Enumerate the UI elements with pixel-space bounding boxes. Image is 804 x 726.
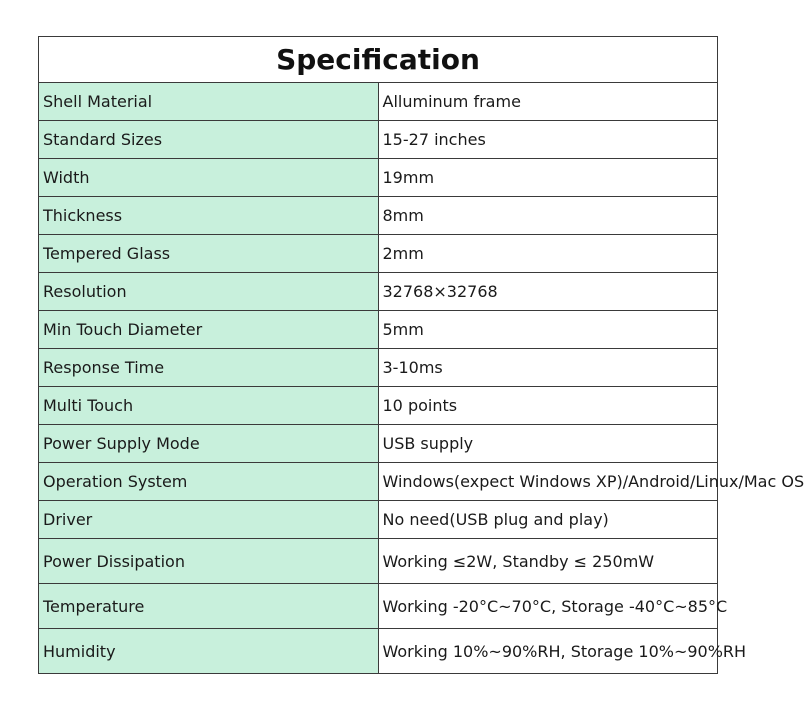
table-row: [39, 387, 718, 425]
row-value: 5mm: [378, 311, 718, 349]
row-label: Thickness: [39, 197, 379, 235]
table-row: [39, 539, 718, 584]
row-label: Power Supply Mode: [39, 425, 379, 463]
table-row: [39, 235, 718, 273]
row-value: 3-10ms: [378, 349, 718, 387]
title-row: [39, 37, 718, 83]
table-row: [39, 159, 718, 197]
table-row: [39, 349, 718, 387]
row-value: Working -20°C~70°C, Storage -40°C~85°C: [378, 584, 718, 629]
row-value: USB supply: [378, 425, 718, 463]
row-value: 2mm: [378, 235, 718, 273]
specification-table: [38, 36, 804, 674]
row-value: 32768×32768: [378, 273, 718, 311]
row-value: Working ≤2W, Standby ≤ 250mW: [378, 539, 718, 584]
row-value: No need(USB plug and play): [378, 501, 718, 539]
table-row: [39, 83, 718, 121]
table-row: [39, 629, 718, 674]
table-row: [39, 584, 718, 629]
row-value: 10 points: [378, 387, 718, 425]
row-label: Width: [39, 159, 379, 197]
table-row: [39, 425, 718, 463]
row-value: 15-27 inches: [378, 121, 718, 159]
row-value: Windows(expect Windows XP)/Android/Linux/Mac OS: [378, 463, 718, 501]
row-label: Operation System: [39, 463, 379, 501]
row-label: Temperature: [39, 584, 379, 629]
row-value: Working 10%~90%RH, Storage 10%~90%RH: [378, 629, 718, 674]
row-label: Resolution: [39, 273, 379, 311]
row-label: Multi Touch: [39, 387, 379, 425]
row-value: 19mm: [378, 159, 718, 197]
row-label: Min Touch Diameter: [39, 311, 379, 349]
table-row: [39, 273, 718, 311]
row-label: Tempered Glass: [39, 235, 379, 273]
row-label: Standard Sizes: [39, 121, 379, 159]
table-row: [39, 197, 718, 235]
table-row: [39, 121, 718, 159]
table-row: [39, 311, 718, 349]
row-value: Alluminum frame: [378, 83, 718, 121]
row-value: 8mm: [378, 197, 718, 235]
table-row: [39, 463, 718, 501]
row-label: Humidity: [39, 629, 379, 674]
table-row: [39, 501, 718, 539]
row-label: Response Time: [39, 349, 379, 387]
table-title: Specification: [39, 37, 718, 83]
row-label: Power Dissipation: [39, 539, 379, 584]
row-label: Driver: [39, 501, 379, 539]
row-label: Shell Material: [39, 83, 379, 121]
